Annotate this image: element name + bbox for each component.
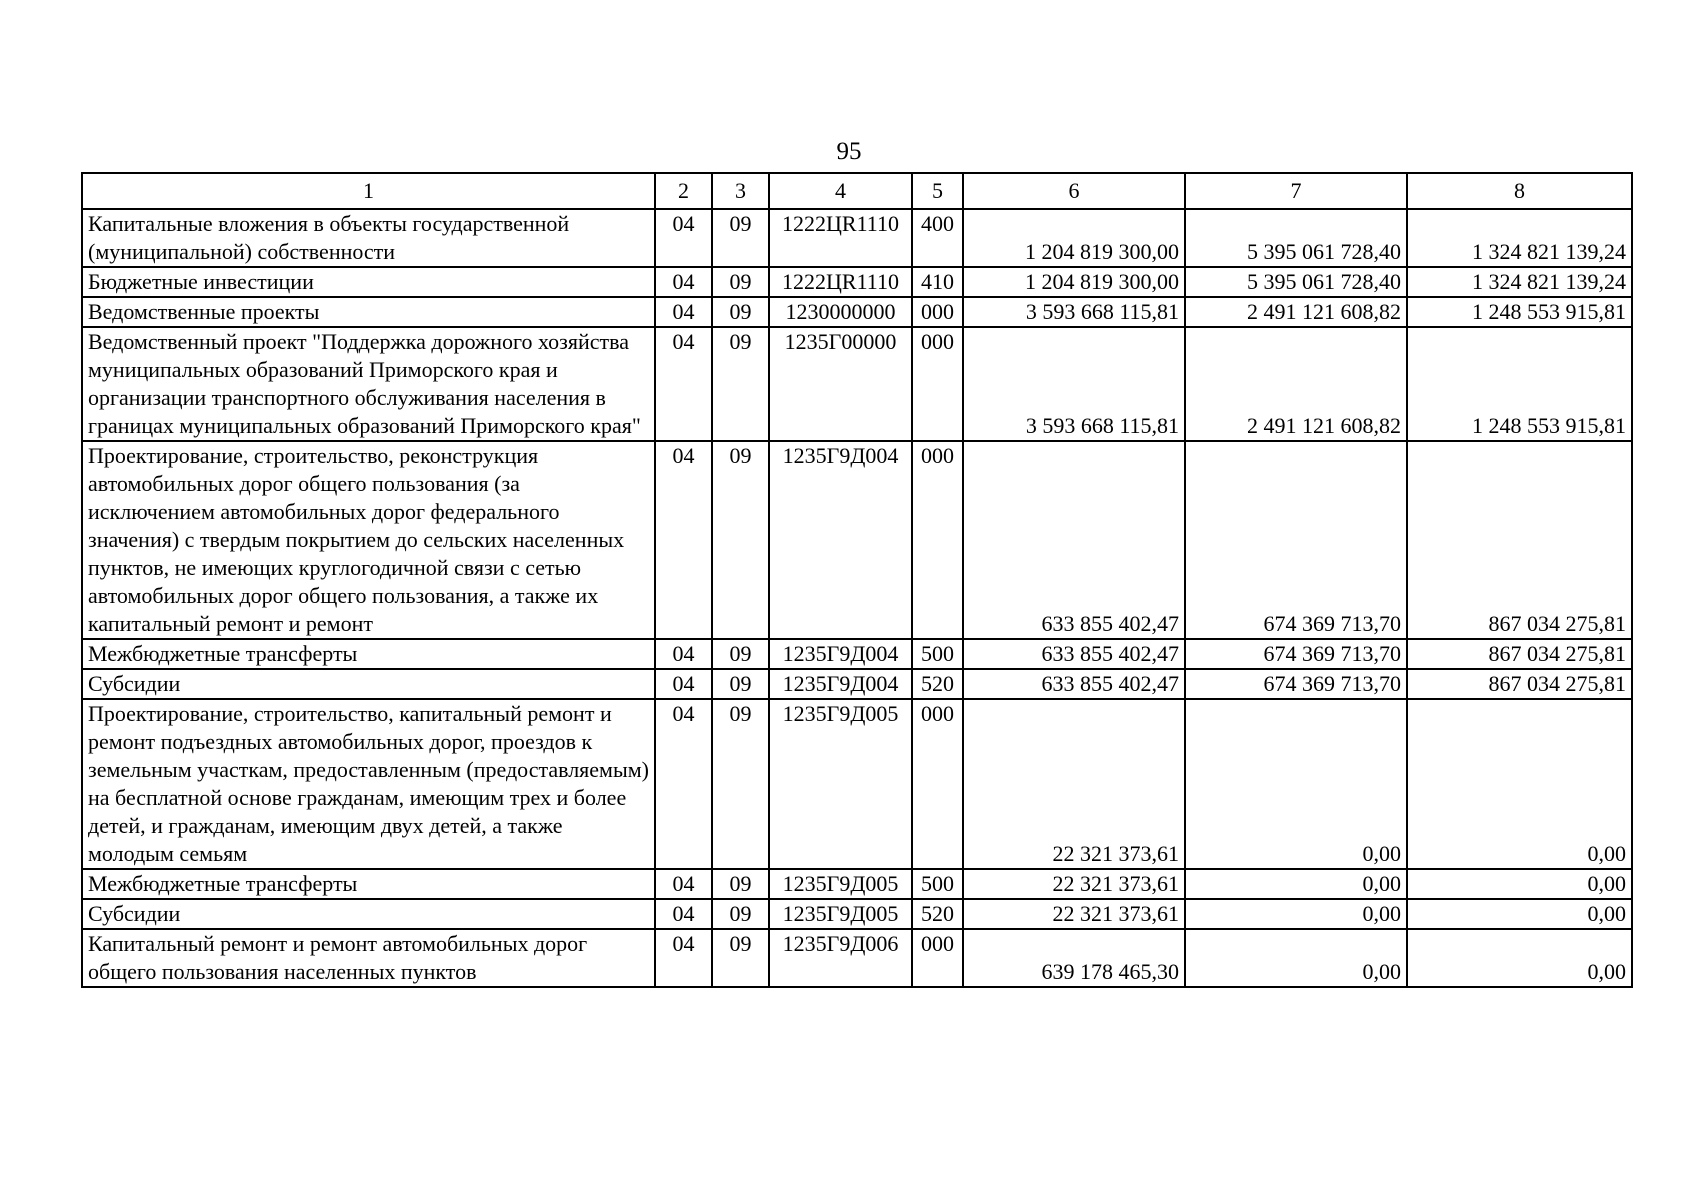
row-subsection: 09 xyxy=(712,929,769,987)
row-name: Капитальные вложения в объекты государственной (муниципальной) собственности xyxy=(82,209,655,267)
row-section: 04 xyxy=(655,267,712,297)
row-name: Межбюджетные трансферты xyxy=(82,869,655,899)
row-name: Проектирование, строительство, реконструкция автомобильных дорог общего пользования (за исключением автомобильных дорог федерального значения) с твердым покрытием до сельских населенных пунктов, не имеющих круглогодичной связи с сетью автомобильных дорог общего пользования, а также их капитальный ремонт и ремонт xyxy=(82,441,655,639)
row-section: 04 xyxy=(655,441,712,639)
header-col-2: 2 xyxy=(655,173,712,209)
row-amount-8: 0,00 xyxy=(1407,699,1632,869)
table-header xyxy=(82,173,1632,209)
page-number: 95 xyxy=(836,138,862,165)
header-col-3: 3 xyxy=(712,173,769,209)
row-expense-type: 000 xyxy=(912,441,963,639)
row-amount-7: 0,00 xyxy=(1185,929,1407,987)
row-expense-type: 520 xyxy=(912,669,963,699)
row-subsection: 09 xyxy=(712,209,769,267)
row-amount-6: 3 593 668 115,81 xyxy=(963,297,1185,327)
row-name: Ведомственные проекты xyxy=(82,297,655,327)
table-row xyxy=(82,669,1632,699)
row-name: Ведомственный проект "Поддержка дорожного хозяйства муниципальных образований Приморского края и организации транспортного обслуживания населения в границах муниципальных образований Приморского края" xyxy=(82,327,655,441)
row-amount-8: 1 248 553 915,81 xyxy=(1407,327,1632,441)
row-name: Субсидии xyxy=(82,899,655,929)
row-amount-7: 5 395 061 728,40 xyxy=(1185,267,1407,297)
row-target-article: 1230000000 xyxy=(769,297,912,327)
row-name: Межбюджетные трансферты xyxy=(82,639,655,669)
header-col-8: 8 xyxy=(1407,173,1632,209)
row-amount-8: 0,00 xyxy=(1407,929,1632,987)
row-amount-7: 0,00 xyxy=(1185,899,1407,929)
row-name: Бюджетные инвестиции xyxy=(82,267,655,297)
header-col-4: 4 xyxy=(769,173,912,209)
table-body xyxy=(82,209,1632,987)
budget-table xyxy=(81,172,1633,988)
header-col-6: 6 xyxy=(963,173,1185,209)
table-row xyxy=(82,899,1632,929)
row-name: Субсидии xyxy=(82,669,655,699)
row-amount-7: 5 395 061 728,40 xyxy=(1185,209,1407,267)
row-amount-8: 1 248 553 915,81 xyxy=(1407,297,1632,327)
row-subsection: 09 xyxy=(712,669,769,699)
row-target-article: 1235Г9Д005 xyxy=(769,869,912,899)
row-section: 04 xyxy=(655,327,712,441)
row-amount-8: 0,00 xyxy=(1407,869,1632,899)
row-amount-8: 1 324 821 139,24 xyxy=(1407,267,1632,297)
row-amount-8: 867 034 275,81 xyxy=(1407,441,1632,639)
row-name: Проектирование, строительство, капитальный ремонт и ремонт подъездных автомобильных дорог, проездов к земельным участкам, предоставленным (предоставляемым) на бесплатной основе гражданам, имеющим трех и более детей, и гражданам, имеющим двух детей, а также молодым семьям xyxy=(82,699,655,869)
row-amount-7: 674 369 713,70 xyxy=(1185,639,1407,669)
row-subsection: 09 xyxy=(712,869,769,899)
row-amount-7: 0,00 xyxy=(1185,699,1407,869)
row-target-article: 1235Г9Д006 xyxy=(769,929,912,987)
row-amount-6: 22 321 373,61 xyxy=(963,869,1185,899)
row-amount-6: 633 855 402,47 xyxy=(963,639,1185,669)
row-expense-type: 000 xyxy=(912,297,963,327)
table-row xyxy=(82,639,1632,669)
row-target-article: 1235Г9Д004 xyxy=(769,669,912,699)
row-amount-6: 633 855 402,47 xyxy=(963,669,1185,699)
row-amount-7: 674 369 713,70 xyxy=(1185,441,1407,639)
row-amount-8: 0,00 xyxy=(1407,899,1632,929)
row-expense-type: 000 xyxy=(912,327,963,441)
table-row xyxy=(82,699,1632,869)
row-section: 04 xyxy=(655,899,712,929)
row-target-article: 1222ЦR1110 xyxy=(769,267,912,297)
row-amount-6: 1 204 819 300,00 xyxy=(963,209,1185,267)
header-col-1: 1 xyxy=(82,173,655,209)
row-amount-8: 867 034 275,81 xyxy=(1407,669,1632,699)
row-amount-6: 22 321 373,61 xyxy=(963,699,1185,869)
table-row xyxy=(82,869,1632,899)
table-row xyxy=(82,929,1632,987)
header-col-7: 7 xyxy=(1185,173,1407,209)
row-amount-6: 633 855 402,47 xyxy=(963,441,1185,639)
row-target-article: 1235Г9Д004 xyxy=(769,441,912,639)
row-section: 04 xyxy=(655,669,712,699)
row-amount-6: 639 178 465,30 xyxy=(963,929,1185,987)
row-target-article: 1235Г9Д005 xyxy=(769,899,912,929)
row-subsection: 09 xyxy=(712,327,769,441)
row-amount-7: 0,00 xyxy=(1185,869,1407,899)
row-amount-6: 1 204 819 300,00 xyxy=(963,267,1185,297)
row-subsection: 09 xyxy=(712,699,769,869)
row-target-article: 1235Г00000 xyxy=(769,327,912,441)
row-subsection: 09 xyxy=(712,267,769,297)
header-col-5: 5 xyxy=(912,173,963,209)
table-row xyxy=(82,441,1632,639)
header-row xyxy=(82,173,1632,209)
table-row xyxy=(82,297,1632,327)
row-target-article: 1235Г9Д004 xyxy=(769,639,912,669)
row-subsection: 09 xyxy=(712,297,769,327)
row-subsection: 09 xyxy=(712,899,769,929)
row-expense-type: 400 xyxy=(912,209,963,267)
row-section: 04 xyxy=(655,929,712,987)
row-amount-7: 674 369 713,70 xyxy=(1185,669,1407,699)
row-expense-type: 520 xyxy=(912,899,963,929)
row-section: 04 xyxy=(655,639,712,669)
row-target-article: 1235Г9Д005 xyxy=(769,699,912,869)
row-section: 04 xyxy=(655,699,712,869)
row-amount-7: 2 491 121 608,82 xyxy=(1185,327,1407,441)
row-amount-6: 22 321 373,61 xyxy=(963,899,1185,929)
row-amount-7: 2 491 121 608,82 xyxy=(1185,297,1407,327)
table-row xyxy=(82,327,1632,441)
row-name: Капитальный ремонт и ремонт автомобильных дорог общего пользования населенных пунктов xyxy=(82,929,655,987)
row-expense-type: 000 xyxy=(912,929,963,987)
row-expense-type: 000 xyxy=(912,699,963,869)
row-target-article: 1222ЦR1110 xyxy=(769,209,912,267)
row-subsection: 09 xyxy=(712,639,769,669)
row-section: 04 xyxy=(655,869,712,899)
row-section: 04 xyxy=(655,297,712,327)
row-expense-type: 500 xyxy=(912,869,963,899)
row-amount-6: 3 593 668 115,81 xyxy=(963,327,1185,441)
row-subsection: 09 xyxy=(712,441,769,639)
row-amount-8: 1 324 821 139,24 xyxy=(1407,209,1632,267)
table-row xyxy=(82,267,1632,297)
table-row xyxy=(82,209,1632,267)
row-amount-8: 867 034 275,81 xyxy=(1407,639,1632,669)
row-section: 04 xyxy=(655,209,712,267)
row-expense-type: 500 xyxy=(912,639,963,669)
row-expense-type: 410 xyxy=(912,267,963,297)
